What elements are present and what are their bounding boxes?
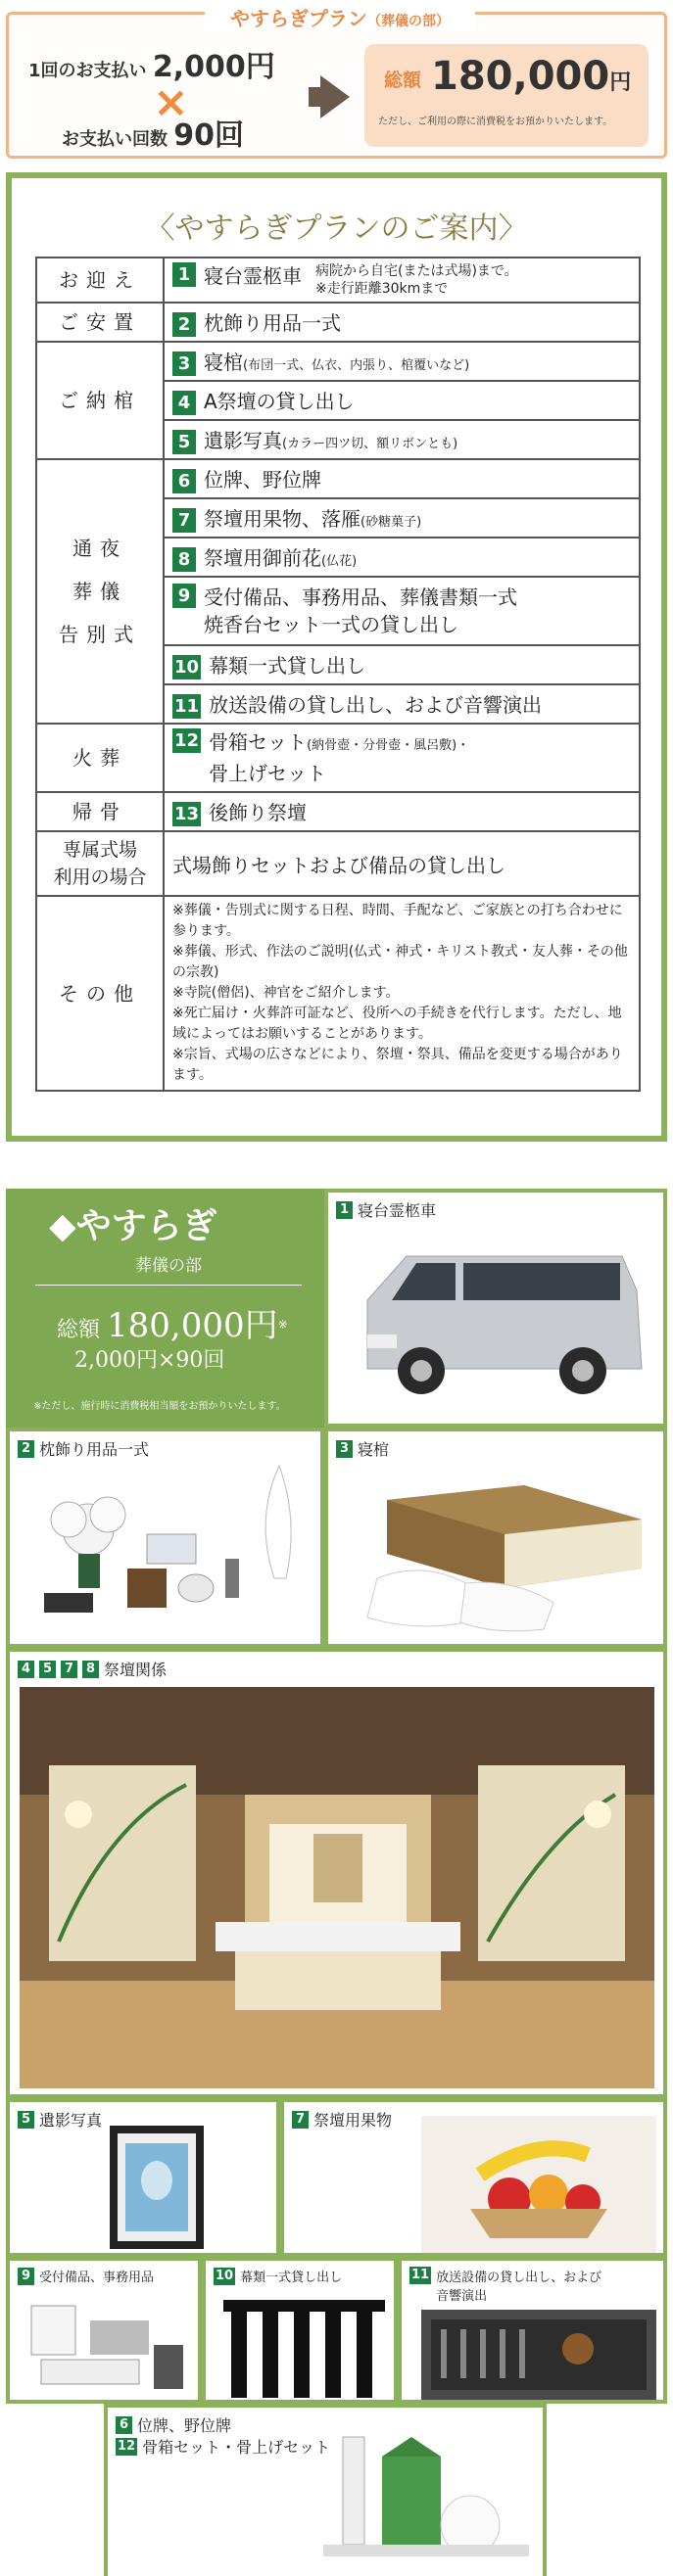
photo-caption: 寝棺 bbox=[358, 1440, 390, 1459]
item-cell bbox=[164, 342, 640, 381]
photo-portrait bbox=[6, 2098, 280, 2257]
payment-count-value: 90回 bbox=[173, 118, 245, 153]
payment-count-row bbox=[62, 111, 244, 154]
photo-label bbox=[214, 2267, 342, 2285]
photo-label-2 bbox=[116, 2435, 330, 2458]
item-cell bbox=[164, 420, 640, 459]
item-text: 受付備品、事務用品、葬儀書類一式 焼香台セット一式の貸し出し bbox=[204, 585, 517, 636]
item-text: 放送設備の貸し出し、および音響演出 bbox=[209, 693, 543, 717]
item-sub: (仏花) bbox=[321, 554, 358, 569]
item-number-badge: 9 bbox=[172, 584, 196, 608]
item-sub: (布団一式、仏衣、内張り、棺覆いなど) bbox=[243, 358, 470, 373]
photo-tablet-urn bbox=[104, 2404, 547, 2576]
category-cell: 帰骨 bbox=[36, 792, 164, 831]
photo-label bbox=[18, 1658, 167, 1680]
portrait-frame-image bbox=[108, 2124, 206, 2251]
plan-name: やすらぎプラン bbox=[230, 7, 367, 30]
item-sub: (納骨壺・分骨壺・風呂敷)・ bbox=[307, 738, 470, 753]
item-sub: (カラー四ツ切、額リボンとも) bbox=[282, 437, 458, 451]
plan-details-title: 〈やすらぎプランのご案内〉 bbox=[145, 211, 528, 246]
photo-number-badge: 7 bbox=[292, 2111, 309, 2129]
item-cell bbox=[164, 684, 640, 724]
photo-reception-supplies bbox=[6, 2257, 202, 2404]
category-cell: お迎え bbox=[36, 258, 164, 303]
item-cell bbox=[164, 792, 640, 831]
photo-number-badge: 3 bbox=[336, 1440, 353, 1458]
photo-fruit bbox=[280, 2098, 667, 2257]
item-number-badge: 4 bbox=[172, 391, 196, 415]
yasuragi-total-mark: ※ bbox=[277, 1317, 288, 1332]
fruit-basket-image bbox=[421, 2116, 656, 2253]
photo-number-badge: 10 bbox=[216, 2268, 234, 2283]
item-number-badge: 13 bbox=[174, 804, 200, 824]
photo-number-badge: 11 bbox=[411, 2268, 430, 2282]
item-number-badge: 10 bbox=[174, 657, 200, 678]
photo-caption: 祭壇用果物 bbox=[313, 2111, 393, 2130]
total-label: 総額 bbox=[384, 70, 422, 91]
table-row bbox=[36, 724, 640, 792]
item-cell bbox=[164, 303, 640, 342]
plan-details-frame bbox=[6, 172, 667, 1142]
table-row bbox=[36, 303, 640, 342]
divider bbox=[35, 1285, 302, 1286]
photo-caption: 放送設備の貸し出し、および 音響演出 bbox=[436, 2271, 602, 2304]
category-cell: ご安置 bbox=[36, 303, 164, 342]
reception-supplies-image bbox=[22, 2296, 193, 2399]
plan-name-sub: （葬儀の部） bbox=[367, 14, 450, 29]
item-text: 寝棺 bbox=[204, 351, 243, 374]
photo-label bbox=[18, 2108, 102, 2131]
photo-number-badge: 12 bbox=[118, 2438, 136, 2454]
item-text: 祭壇用果物、落雁 bbox=[204, 507, 361, 531]
photo-number-badge: 4 bbox=[18, 1661, 34, 1678]
item-number-badge: 7 bbox=[172, 508, 196, 533]
table-row bbox=[36, 459, 640, 498]
per-payment-amount: 2,000円 bbox=[152, 50, 275, 84]
total-value: 180,000 bbox=[431, 54, 610, 99]
item-cell bbox=[164, 258, 640, 303]
category-cell: 専属式場 利用の場合 bbox=[36, 831, 164, 896]
photo-number-badge: 5 bbox=[18, 2111, 34, 2129]
category-cell: その他 bbox=[36, 896, 164, 1091]
photo-coffin bbox=[324, 1428, 667, 1648]
item-note: 病院から自宅(または式場)まで。 ※走行距離30kmまで bbox=[315, 263, 518, 297]
item-sub: (砂糖菓子) bbox=[361, 515, 422, 530]
total-note: ただし、ご利用の際に消費税をお預かりいたします。 bbox=[378, 117, 613, 127]
category-cell: 通夜 葬儀 告別式 bbox=[36, 459, 164, 724]
photo-label bbox=[116, 2413, 231, 2436]
item-number-badge: 8 bbox=[172, 547, 196, 572]
photo-number-badge: 9 bbox=[18, 2268, 34, 2285]
coffin-image bbox=[348, 1461, 651, 1637]
payment-summary-box bbox=[6, 7, 667, 159]
photo-label bbox=[18, 1437, 149, 1460]
item-cell bbox=[164, 498, 640, 538]
item-cell bbox=[164, 831, 640, 896]
photo-number-badge: 7 bbox=[61, 1661, 77, 1678]
table-row bbox=[36, 258, 640, 303]
tablet-urn-image bbox=[323, 2427, 529, 2574]
item-text: 骨箱セット bbox=[209, 730, 308, 754]
item-text: 遺影写真 bbox=[204, 429, 282, 452]
payment-count-label: お支払い回数 bbox=[62, 129, 168, 150]
photo-caption-2: 骨箱セット・骨上げセット bbox=[142, 2438, 331, 2457]
photo-hearse bbox=[324, 1189, 667, 1428]
item-number-badge: 2 bbox=[172, 312, 196, 337]
per-payment-label: 1回のお支払い bbox=[28, 61, 147, 81]
item-number-badge: 3 bbox=[172, 351, 196, 376]
category-cell: ご納棺 bbox=[36, 342, 164, 459]
photo-number-badge: 5 bbox=[39, 1661, 56, 1678]
plan-name-header bbox=[205, 3, 475, 31]
yasuragi-subtitle: 葬儀の部 bbox=[135, 1256, 202, 1276]
multiply-symbol: × bbox=[153, 77, 189, 127]
photo-label bbox=[18, 2267, 154, 2285]
sound-mixer-image bbox=[421, 2310, 656, 2400]
total-value-wrap bbox=[431, 54, 631, 99]
item-number-badge: 5 bbox=[172, 430, 196, 454]
item-number-badge: 11 bbox=[174, 696, 200, 717]
photo-caption: 位牌、野位牌 bbox=[137, 2416, 232, 2435]
total-amount-box bbox=[364, 44, 649, 147]
total-unit: 円 bbox=[609, 70, 632, 95]
yasuragi-price-panel bbox=[6, 1189, 324, 1428]
photo-caption: 枕飾り用品一式 bbox=[39, 1440, 150, 1459]
item-number-badge: 6 bbox=[172, 469, 196, 493]
item-text: A祭壇の貸し出し bbox=[204, 390, 355, 413]
photo-label bbox=[409, 2267, 601, 2304]
photo-caption: 祭壇関係 bbox=[104, 1661, 168, 1679]
yasuragi-title: ◆やすらぎ bbox=[49, 1206, 217, 1246]
hearse-van-image bbox=[348, 1232, 651, 1418]
yasuragi-installment: 2,000円×90回 bbox=[74, 1348, 225, 1373]
item-cell bbox=[164, 645, 640, 684]
item-text: 寝台霊柩車 bbox=[204, 264, 302, 288]
item-cell bbox=[164, 577, 640, 645]
photo-number-badge: 6 bbox=[116, 2416, 132, 2434]
photo-caption: 寝台霊柩車 bbox=[358, 1201, 437, 1220]
yasuragi-total-label: 総額 bbox=[57, 1318, 101, 1342]
item-cell bbox=[164, 381, 640, 420]
photo-label bbox=[336, 1437, 389, 1460]
table-row bbox=[36, 831, 640, 896]
item-text: 幕類一式貸し出し bbox=[209, 654, 366, 678]
pillow-set-image bbox=[29, 1461, 313, 1637]
photo-caption: 遺影写真 bbox=[39, 2111, 103, 2130]
photo-number-badge: 2 bbox=[18, 1440, 34, 1458]
yasuragi-note: ※ただし、施行時に消費税相当額をお預かりいたします。 bbox=[33, 1401, 286, 1412]
photo-number-badge: 8 bbox=[82, 1661, 99, 1678]
item-text: 位牌、野位牌 bbox=[204, 468, 321, 492]
item-text: 式場飾りセットおよび備品の貸し出し bbox=[172, 853, 505, 877]
plan-details-table bbox=[35, 257, 641, 1092]
photo-caption: 受付備品、事務用品 bbox=[39, 2271, 155, 2285]
item-text: 後飾り祭壇 bbox=[209, 801, 308, 824]
item-text: 枕飾り用品一式 bbox=[204, 311, 341, 335]
table-row bbox=[36, 342, 640, 381]
other-notes: ※葬儀・告別式に関する日程、時間、手配など、ご家族との打ち合わせに参ります。 ※葬儀、形式、作法のご説明(仏式・神式・キリスト教式・友人葬・その他の宗教) ※寺院(僧侶)、神官をご紹介します。 ※死亡届け・火葬許可証など、役所への手続きを代行します。ただし、地域によってはお願いすることがあります。 ※宗旨、式場の広さなどにより、祭壇・祭具、備品を変更する場合があります。 bbox=[172, 903, 628, 1083]
table-row bbox=[36, 792, 640, 831]
yasuragi-total-value: 180,000円 bbox=[107, 1306, 278, 1345]
yasuragi-total bbox=[57, 1298, 288, 1346]
black-white-curtain-image bbox=[223, 2300, 385, 2398]
item-number-badge: 1 bbox=[172, 262, 196, 287]
photo-caption: 幕類一式貸し出し bbox=[240, 2271, 343, 2285]
photo-pillow-set bbox=[6, 1428, 324, 1648]
item-text: 祭壇用御前花 bbox=[204, 546, 321, 570]
item-cell bbox=[164, 896, 640, 1091]
photo-label bbox=[336, 1198, 436, 1221]
photo-label bbox=[292, 2108, 392, 2131]
item-cell bbox=[164, 538, 640, 577]
altar-hall-image bbox=[20, 1687, 654, 2088]
item-text-2: 骨上げセット bbox=[209, 762, 327, 785]
item-number-badge: 12 bbox=[174, 730, 200, 751]
right-arrow-icon bbox=[320, 75, 350, 118]
item-cell bbox=[164, 459, 640, 498]
item-cell bbox=[164, 724, 640, 792]
photo-curtains bbox=[202, 2257, 398, 2404]
table-row bbox=[36, 896, 640, 1091]
photo-sound-equipment bbox=[398, 2257, 667, 2404]
category-cell: 火葬 bbox=[36, 724, 164, 792]
photo-altar bbox=[6, 1648, 667, 2098]
per-payment-row bbox=[28, 42, 275, 85]
photo-number-badge: 1 bbox=[336, 1201, 353, 1219]
